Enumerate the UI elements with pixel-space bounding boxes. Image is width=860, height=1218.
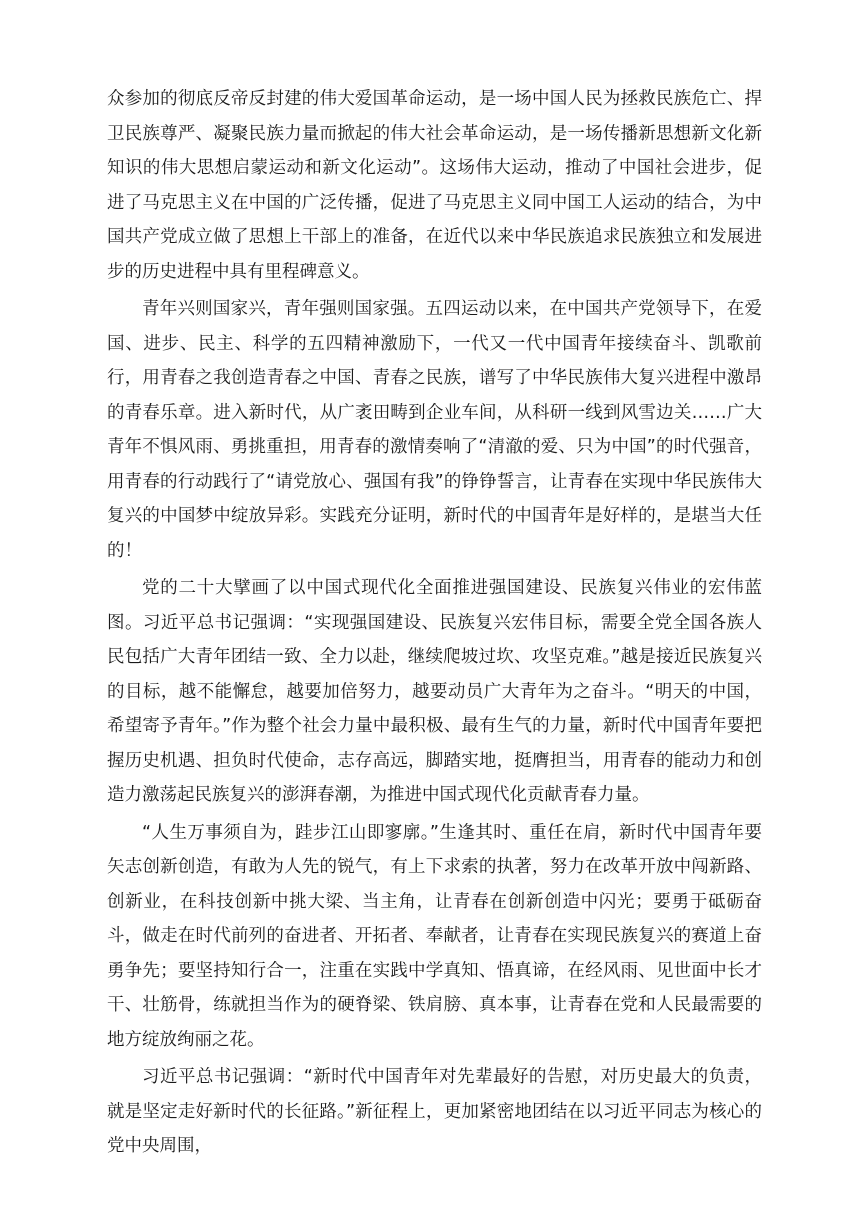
paragraph: 青年兴则国家兴，青年强则国家强。五四运动以来，在中国共产党领导下，在爱国、进步、民主、科学的五四精神激励下，一代又一代中国青年接续奋斗、凯歌前行，用青春之我创造青春之中国、青春之民族，谱写了中华民族伟大复兴进程中激昂的青春乐章。进入新时代，从广袤田畴到企业车间，从科研一线到风雪边关……广大青年不惧风雨、勇挑重担，用青春的激情奏响了“清澈的爱、只为中国”的时代强音，用青春的行动践行了“请党放心、强国有我”的铮铮誓言，让青春在实现中华民族伟大复兴的中国梦中绽放异彩。实践充分证明，新时代的中国青年是好样的，是堪当大任的！ [107, 299, 762, 561]
paragraph: 习近平总书记强调：“新时代中国青年对先辈最好的告慰，对历史最大的负责，就是坚定走好新时代的长征路。”新征程上，更加紧密地团结在以习近平同志为核心的党中央周围， [107, 1067, 762, 1156]
article-body [107, 82, 762, 1167]
paragraph: 众参加的彻底反帝反封建的伟大爱国革命运动，是一场中国人民为拯救民族危亡、捍卫民族尊严、凝聚民族力量而掀起的伟大社会革命运动，是一场传播新思想新文化新知识的伟大思想启蒙运动和新文化运动”。这场伟大运动，推动了中国社会进步，促进了马克思主义在中国的广泛传播，促进了马克思主义同中国工人运动的结合，为中国共产党成立做了思想上干部上的准备，在近代以来中华民族追求民族独立和发展进步的历史进程中具有里程碑意义。 [107, 89, 762, 282]
paragraph: 党的二十大擘画了以中国式现代化全面推进强国建设、民族复兴伟业的宏伟蓝图。习近平总书记强调：“实现强国建设、民族复兴宏伟目标，需要全党全国各族人民包括广大青年团结一致、全力以赴，继续爬坡过坎、攻坚克难。”越是接近民族复兴的目标，越不能懈怠，越要加倍努力，越要动员广大青年为之奋斗。“明天的中国，希望寄予青年。”作为整个社会力量中最积极、最有生气的力量，新时代中国青年要把握历史机遇、担负时代使命，志存高远，脚踏实地，挺膺担当，用青春的能动力和创造力激荡起民族复兴的澎湃春潮，为推进中国式现代化贡献青春力量。 [107, 578, 762, 805]
paragraph: “人生万事须自为，跬步江山即寥廓。”生逢其时、重任在肩，新时代中国青年要矢志创新创造，有敢为人先的锐气，有上下求索的执著，努力在改革开放中闯新路、创新业，在科技创新中挑大梁、当主角，让青春在创新创造中闪光；要勇于砥砺奋斗，做走在时代前列的奋进者、开拓者、奉献者，让青春在实现民族复兴的赛道上奋勇争先；要坚持知行合一，注重在实践中学真知、悟真谛，在经风雨、见世面中长才干、壮筋骨，练就担当作为的硬脊梁、铁肩膀、真本事，让青春在党和人民最需要的地方绽放绚丽之花。 [107, 822, 762, 1050]
